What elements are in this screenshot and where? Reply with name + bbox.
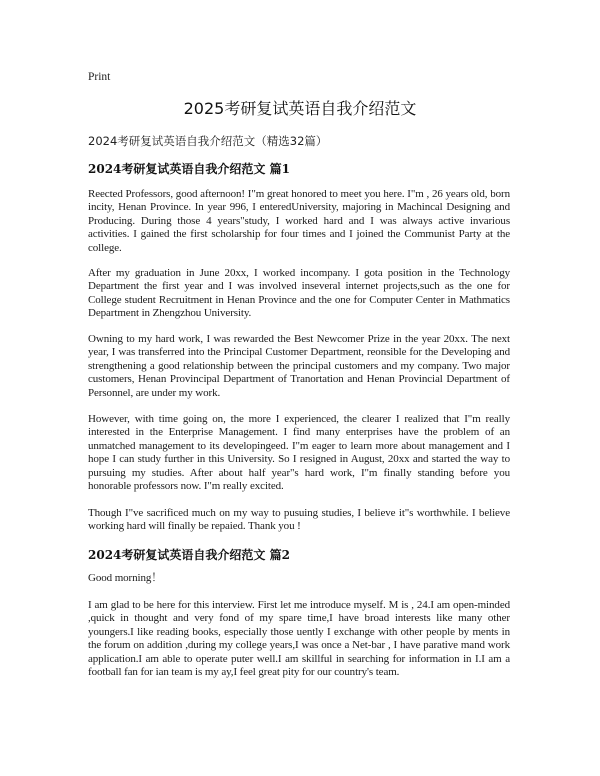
paragraph: Owning to my hard work, I was rewarded the Best Newcomer Prize in the year 20xx. The next year, I was transferred into the Principal Customer Department, reonsible for the Developing and strengthening a good relationship between the principal customers and my company. Two major customers, Henan Provincipal Department of Tranortation and Henan Provincial Department of Personnel, are under my work.: [88, 333, 510, 399]
section-heading-1: 2024考研复试英语自我介绍范文 篇1: [88, 162, 290, 176]
paragraph: Good morning！: [88, 572, 163, 584]
paragraph: Though I"ve sacrificed much on my way to pusuing studies, I believe it"s worthwhile. I believe working hard will finally be repaied. Thank you !: [88, 507, 510, 533]
document-title: 2025考研复试英语自我介绍范文: [183, 99, 417, 118]
print-link[interactable]: Print: [88, 71, 111, 83]
paragraph: I am glad to be here for this interview. First let me introduce myself. M is , 24.I am open-minded ,quick in thought and very fond of my spare time,I have broad interests like many other youngers.I like reading books, especially those uently I exchange with other people by ments in the forum on addition ,during my college years,I was once a Net-bar , I have parative mand work application.I am able to operate puter well.I am skillful in searching for information in I.I am a football fan for ian team is my ay,I feel great pity for our country's team.: [88, 599, 510, 679]
paragraph: However, with time going on, the more I experienced, the clearer I realized that I"m really interested in the Enterprise Management. I find many enterprises have the problem of an unmatched management to its developingeed. I"m eager to learn more about management and I hope I can study further in this University. So I resigned in August, 20xx and started the way to pursuing my studies. After about half year"s hard work, I"m finally standing before you honorable professors now. I"m really excited.: [88, 413, 510, 493]
paragraph: Reected Professors, good afternoon! I"m great honored to meet you here. I"m , 26 years old, born incity, Henan Province. In year 996, I enteredUniversity, majoring in Machincal Designing and Producing. During those 4 years"study, I worked hard and I was always active invarious activities. I gained the first scholarship for four times and I joined the Communist Party at the college.: [88, 188, 510, 254]
document-subtitle: 2024考研复试英语自我介绍范文（精选32篇）: [88, 134, 328, 148]
paragraph: After my graduation in June 20xx, I worked incompany. I gota position in the Technology Department the first year and I was involved inseveral internet projects,such as the one for College student Recruitment in Henan Province and the one for Computer Center in Mathmatics Department in Zhengzhou University.: [88, 267, 510, 320]
section-heading-2: 2024考研复试英语自我介绍范文 篇2: [88, 548, 290, 562]
